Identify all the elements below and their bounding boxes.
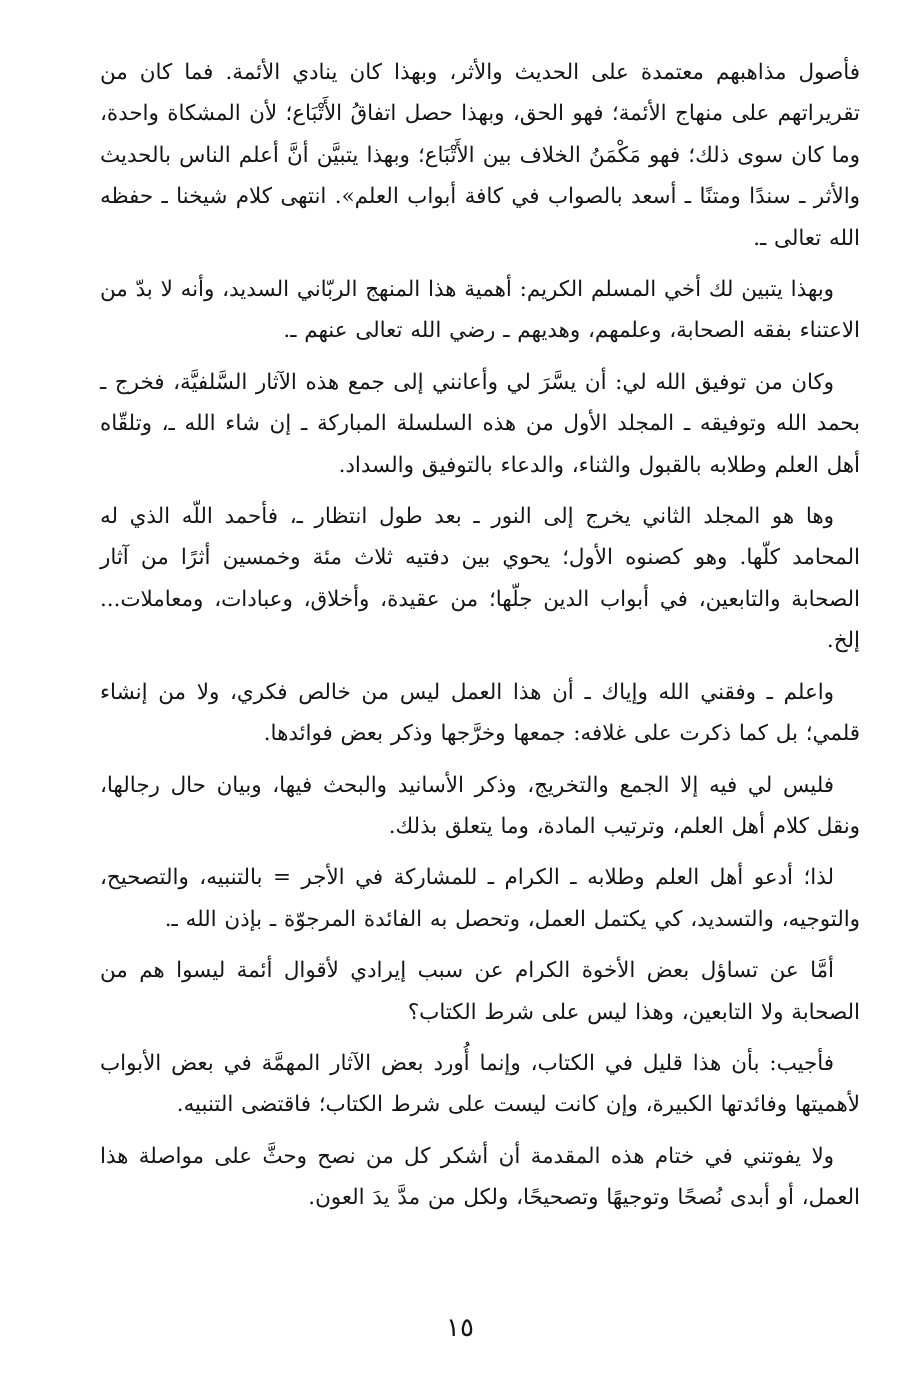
paragraph-6: فليس لي فيه إلا الجمع والتخريج، وذكر الأسانيد والبحث فيها، وبيان حال رجالها، ونقل كلام أهل العلم، وترتيب المادة، وما يتعلق بذلك. xyxy=(100,772,860,839)
paragraph-2: وبهذا يتبين لك أخي المسلم الكريم: أهمية هذا المنهج الربّاني السديد، وأنه لا بدّ من الاعتناء بفقه الصحابة، وعلمهم، وهديهم ـ رضي الله تعالى عنهم ـ. xyxy=(100,277,860,344)
document-page xyxy=(100,52,860,1229)
paragraph-9: فأجيب: بأن هذا قليل في الكتاب، وإنما أُورد بعض الآثار المهمَّة في بعض الأبواب لأهميتها وفائدتها الكبيرة، وإن كانت ليست على شرط الكتاب؛ فاقتضى التنبيه. xyxy=(100,1050,860,1118)
page-number: ١٥ xyxy=(446,1313,474,1343)
paragraph-5: واعلم ـ وفقني الله وإياك ـ أن هذا العمل ليس من خالص فكري، ولا من إنشاء قلمي؛ بل كما ذكرت على غلافه: جمعها وخرَّجها وذكر بعض فوائدها. xyxy=(100,679,860,747)
paragraph-10: ولا يفوتني في ختام هذه المقدمة أن أشكر كل من نصح وحثَّ على مواصلة هذا العمل، أو أبدى نُصحًا وتوجيهًا وتصحيحًا، ولكل من مدَّ يدَ العون. xyxy=(100,1143,860,1211)
paragraph-7: لذا؛ أدعو أهل العلم وطلابه ـ الكرام ـ للمشاركة في الأجر = بالتنبيه، والتصحيح، والتوجيه، والتسديد، كي يكتمل العمل، وتحصل به الفائدة المرجوّة ـ بإذن الله ـ. xyxy=(100,865,860,932)
paragraph-1: فأصول مذاهبهم معتمدة على الحديث والأثر، وبهذا كان ينادي الأئمة. فما كان من تقريراتهم على منهاج الأئمة؛ فهو الحق، وبهذا حصل اتفاقُ الأَتْبَاع؛ لأن المشكاة واحدة، وما كان سوى ذلك؛ فهو مَكْمَنُ الخلاف بين الأَتْبَاع؛ وبهذا يتبيَّن أنَّ أعلم الناس بالحديث والأثر ـ سندًا ومتنًا ـ أسعد بالصواب في كافة أبواب العلم». انتهى كلام شيخنا ـ حفظه الله تعالى ـ. xyxy=(100,60,860,251)
paragraph-8: أمَّا عن تساؤل بعض الأخوة الكرام عن سبب إيرادي لأقوال أئمة ليسوا هم من الصحابة ولا التابعين، وهذا ليس على شرط الكتاب؟ xyxy=(100,958,860,1025)
paragraph-3: وكان من توفيق الله لي: أن يسَّرَ لي وأعانني إلى جمع هذه الآثار السَّلفيَّة، فخرج ـ بحمد الله وتوفيقه ـ المجلد الأول من هذه السلسلة المباركة ـ إن شاء الله ـ، وتلقّاه أهل العلم وطلابه بالقبول والثناء، والدعاء بالتوفيق والسداد. xyxy=(100,369,860,478)
paragraph-4: وها هو المجلد الثاني يخرج إلى النور ـ بعد طول انتظار ـ، فأحمد اللّه الذي له المحامد كلّها. وهو كصنوه الأول؛ يحوي بين دفتيه ثلاث مئة وخمسين أثرًا من آثار الصحابة والتابعين، في أبواب الدين جلّها؛ من عقيدة، وأخلاق، وعبادات، ومعاملات... إلخ. xyxy=(100,504,860,654)
